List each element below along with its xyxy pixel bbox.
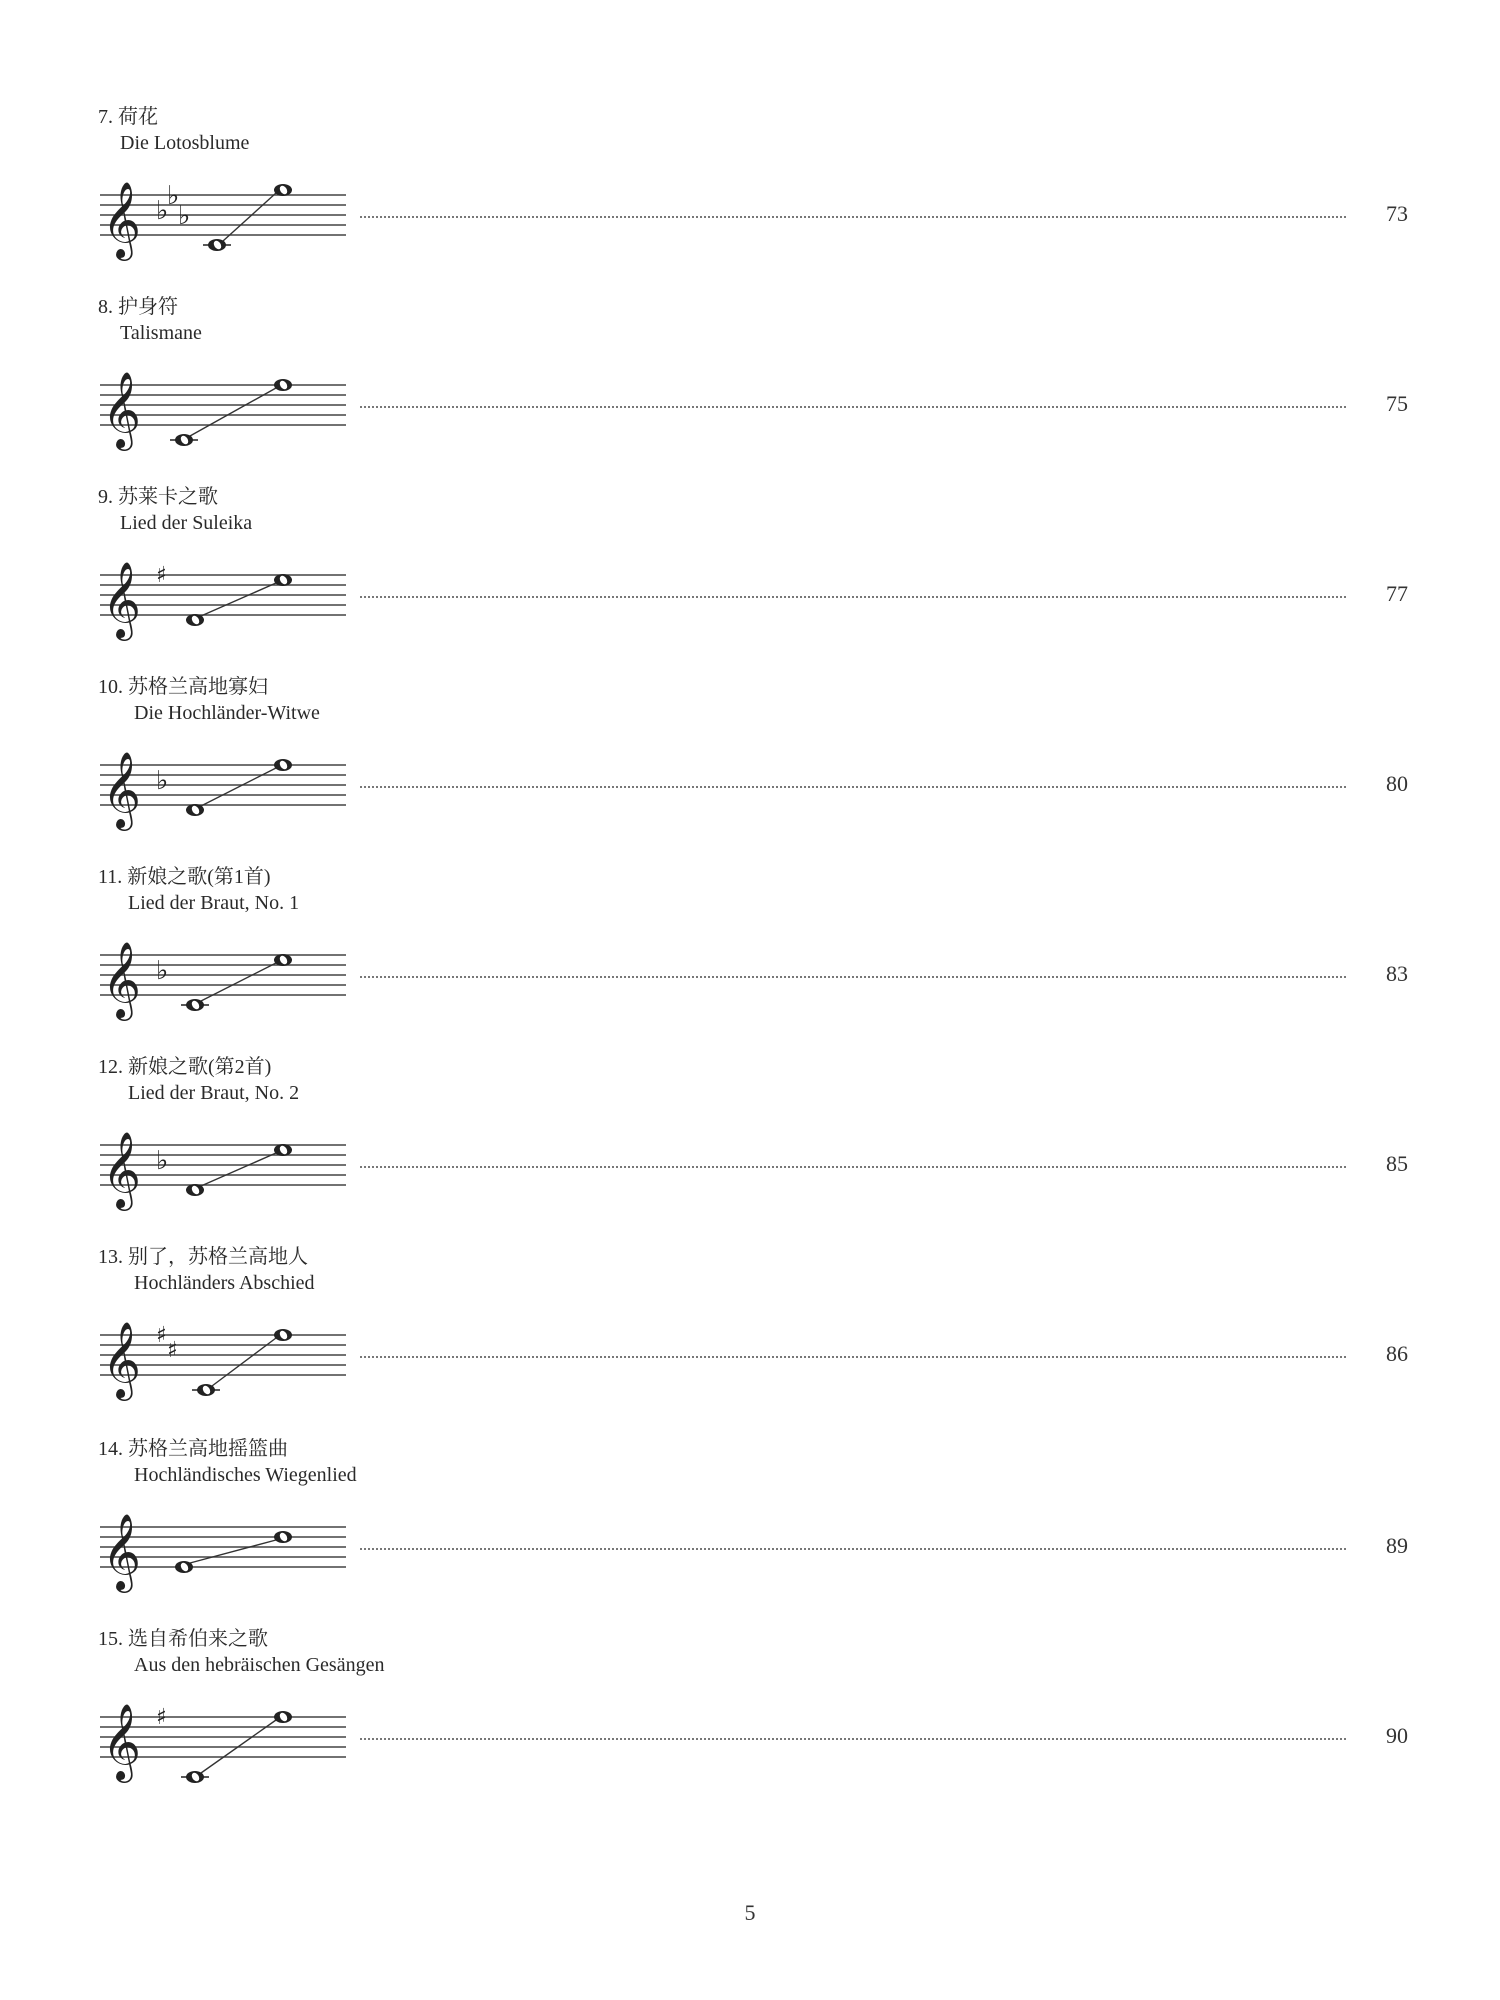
toc-entry[interactable] xyxy=(98,1050,1408,1230)
flat-icon: ♭ xyxy=(178,201,191,231)
treble-clef-icon: 𝄞 xyxy=(102,561,142,638)
dot-leader xyxy=(360,786,1346,788)
toc-page-ref[interactable]: 75 xyxy=(1386,391,1408,416)
toc-title-chinese: 11. 新娘之歌(第1首) xyxy=(98,866,271,888)
treble-clef-icon: 𝄞 xyxy=(102,371,142,448)
toc-title-german: Die Hochländer-Witwe xyxy=(134,702,320,724)
dot-leader xyxy=(360,976,1346,978)
range-line xyxy=(201,768,276,806)
treble-clef-icon: 𝄞 xyxy=(102,1513,142,1590)
high-note xyxy=(274,1144,292,1156)
range-line xyxy=(201,1153,276,1186)
treble-clef-icon: 𝄞 xyxy=(102,181,142,258)
high-note xyxy=(274,574,292,586)
vocal-range-staff xyxy=(98,1300,348,1420)
toc-page-ref[interactable]: 90 xyxy=(1386,1723,1408,1748)
toc-entry[interactable] xyxy=(98,290,1408,470)
dot-leader xyxy=(360,1166,1346,1168)
toc-page-ref[interactable]: 77 xyxy=(1386,581,1408,606)
vocal-range-staff xyxy=(98,540,348,660)
toc-page-ref[interactable]: 89 xyxy=(1386,1533,1408,1558)
low-note xyxy=(175,434,193,446)
low-note xyxy=(186,804,204,816)
high-note xyxy=(274,759,292,771)
toc-entry[interactable] xyxy=(98,480,1408,660)
toc-title-german: Lied der Suleika xyxy=(120,512,253,534)
dot-leader xyxy=(360,1548,1346,1550)
toc-page-ref[interactable]: 83 xyxy=(1386,961,1408,986)
toc-title-chinese: 14. 苏格兰高地摇篮曲 xyxy=(98,1438,288,1460)
sharp-icon: ♯ xyxy=(167,1338,178,1363)
range-line xyxy=(201,583,276,616)
toc-title-german: Hochländers Abschied xyxy=(134,1272,315,1294)
flat-icon: ♭ xyxy=(167,181,180,211)
sharp-icon: ♯ xyxy=(156,1323,167,1348)
high-note xyxy=(274,1531,292,1543)
flat-icon: ♭ xyxy=(156,1146,169,1176)
vocal-range-staff xyxy=(98,730,348,850)
dot-leader xyxy=(360,216,1346,218)
treble-clef-icon: 𝄞 xyxy=(102,1131,142,1208)
sharp-icon: ♯ xyxy=(156,563,167,588)
toc-title-chinese: 7. 荷花 xyxy=(98,106,158,128)
vocal-range-staff xyxy=(98,1110,348,1230)
toc-title-german: Hochländisches Wiegenlied xyxy=(134,1464,357,1486)
toc-entry[interactable] xyxy=(98,100,1408,280)
dot-leader xyxy=(360,596,1346,598)
treble-clef-icon: 𝄞 xyxy=(102,941,142,1018)
low-note xyxy=(208,239,226,251)
dot-leader xyxy=(360,1356,1346,1358)
low-note xyxy=(186,614,204,626)
toc-title-chinese: 9. 苏莱卡之歌 xyxy=(98,486,218,508)
treble-clef-icon: 𝄞 xyxy=(102,751,142,828)
flat-icon: ♭ xyxy=(156,956,169,986)
toc-entry[interactable] xyxy=(98,1622,1408,1802)
toc-title-chinese: 12. 新娘之歌(第2首) xyxy=(98,1056,272,1078)
flat-icon: ♭ xyxy=(156,766,169,796)
toc-page-ref[interactable]: 86 xyxy=(1386,1341,1408,1366)
low-note xyxy=(197,1384,215,1396)
toc-entry[interactable] xyxy=(98,860,1408,1040)
toc-title-german: Talismane xyxy=(120,322,202,344)
toc-title-chinese: 8. 护身符 xyxy=(98,296,178,318)
high-note xyxy=(274,184,292,196)
low-note xyxy=(186,1184,204,1196)
treble-clef-icon: 𝄞 xyxy=(102,1321,142,1398)
toc-page-ref[interactable]: 85 xyxy=(1386,1151,1408,1176)
toc-title-chinese: 13. 别了，苏格兰高地人 xyxy=(98,1246,308,1268)
vocal-range-staff xyxy=(98,160,348,280)
dot-leader xyxy=(360,406,1346,408)
toc-page-ref[interactable]: 80 xyxy=(1386,771,1408,796)
high-note xyxy=(274,1711,292,1723)
page-number: 5 xyxy=(744,1900,756,1925)
high-note xyxy=(274,379,292,391)
high-note xyxy=(274,1329,292,1341)
toc-title-chinese: 15. 选自希伯来之歌 xyxy=(98,1628,268,1650)
toc-title-german: Lied der Braut, No. 1 xyxy=(128,892,300,914)
range-line xyxy=(190,1540,276,1563)
vocal-range-staff xyxy=(98,350,348,470)
toc-title-german: Lied der Braut, No. 2 xyxy=(128,1082,300,1104)
vocal-range-staff xyxy=(98,1492,348,1612)
sharp-icon: ♯ xyxy=(156,1705,167,1730)
toc-entry[interactable] xyxy=(98,670,1408,850)
high-note xyxy=(274,954,292,966)
toc-title-german: Die Lotosblume xyxy=(120,132,250,154)
vocal-range-staff xyxy=(98,920,348,1040)
toc-page-ref[interactable]: 73 xyxy=(1386,201,1408,226)
low-note xyxy=(175,1561,193,1573)
flat-icon: ♭ xyxy=(156,196,169,226)
low-note xyxy=(186,1771,204,1783)
treble-clef-icon: 𝄞 xyxy=(102,1703,142,1780)
toc-entry[interactable] xyxy=(98,1240,1408,1420)
range-line xyxy=(223,193,276,241)
toc-title-german: Aus den hebräischen Gesängen xyxy=(134,1654,385,1676)
toc-title-chinese: 10. 苏格兰高地寡妇 xyxy=(98,676,268,698)
low-note xyxy=(186,999,204,1011)
vocal-range-staff xyxy=(98,1682,348,1802)
toc-entry[interactable] xyxy=(98,1432,1408,1612)
dot-leader xyxy=(360,1738,1346,1740)
